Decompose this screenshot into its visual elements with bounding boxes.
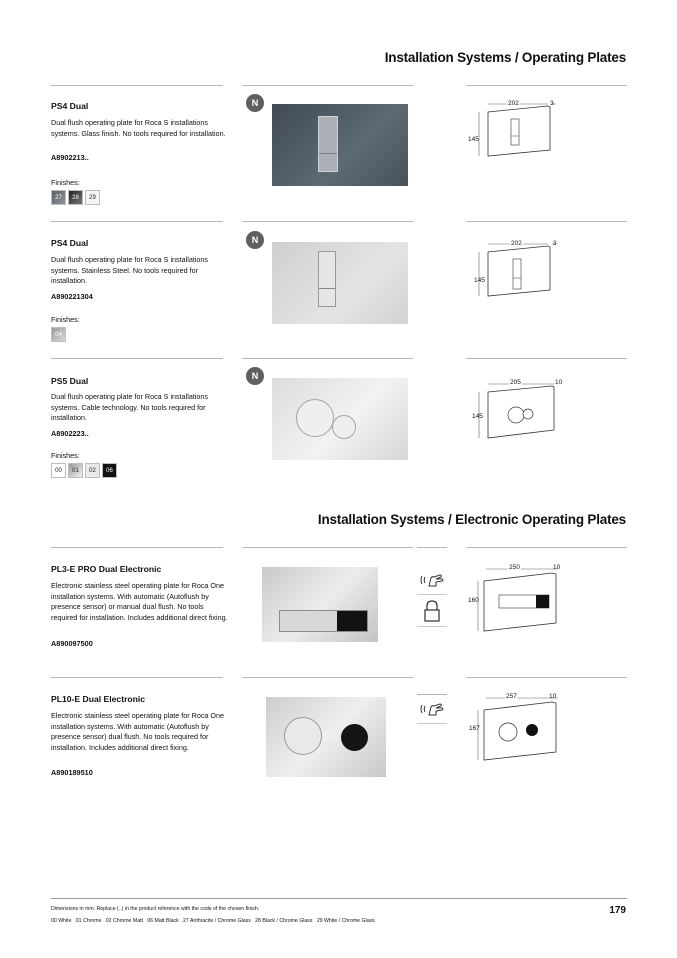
section-title-electronic-plates: Installation Systems / Electronic Operating Plates — [317, 512, 626, 527]
product-code: A890097500 — [51, 639, 93, 648]
finish-swatch[interactable]: 06 — [102, 463, 117, 478]
product-code: A890221304 — [51, 292, 93, 301]
product-image-ps4-steel — [272, 242, 408, 324]
dimension-drawing — [466, 376, 576, 446]
product-code: A8902223.. — [51, 429, 89, 438]
product-name: PL10-E Dual Electronic — [51, 694, 146, 704]
product-description: Electronic stainless steel operating plate for Roca One installation systems. With automatic (Autoflush by presence sensor) or manual dual flush. No tools required for installation. Includes additional direct fixing. — [51, 581, 228, 622]
flush-button-black — [337, 611, 367, 631]
product-image-pl10 — [266, 697, 386, 777]
dimension-drawing — [466, 238, 570, 302]
product-description: Dual flush operating plate for Roca S installations systems. Cable technology. No tools required for installation. — [51, 392, 209, 422]
divider — [466, 547, 627, 548]
dim-width: 205 — [510, 379, 521, 386]
dim-height: 145 — [468, 136, 479, 143]
new-badge: N — [246, 94, 264, 112]
new-badge: N — [246, 231, 264, 249]
finish-swatch[interactable]: 29 — [85, 190, 100, 205]
dim-depth: 10 — [553, 564, 561, 571]
dim-depth: 10 — [549, 693, 557, 700]
finish-swatch[interactable]: 00 — [51, 463, 66, 478]
flush-button-large — [284, 717, 322, 755]
divider — [466, 85, 627, 86]
product-description: Electronic stainless steel operating plate for Roca One installation systems. With automatic (Autoflush by presence sensor) dual flush. No tools required for installation. Includes additional direct fixing. — [51, 711, 224, 752]
product-description: Dual flush operating plate for Roca S installations systems. Glass finish. No tools required for installation. — [51, 118, 226, 138]
flush-button-small — [332, 415, 356, 439]
dim-height: 145 — [474, 277, 485, 284]
product-name: PS4 Dual — [51, 238, 89, 248]
divider — [466, 677, 627, 678]
sensor-hand-icon — [418, 566, 446, 594]
product-description: Dual flush operating plate for Roca S installations systems. Stainless Steel. No tools required for installation. — [51, 255, 209, 285]
product-code: A8902213.. — [51, 153, 89, 162]
dimension-drawing — [466, 98, 570, 162]
dim-height: 145 — [472, 413, 483, 420]
dim-width: 257 — [506, 693, 517, 700]
dim-depth: 10 — [555, 379, 563, 386]
flush-button-bar — [279, 610, 368, 632]
divider — [242, 547, 413, 548]
product-name: PL3-E PRO Dual Electronic — [51, 564, 162, 574]
finish-swatches — [51, 327, 66, 342]
divider — [417, 626, 447, 627]
padlock-icon — [418, 597, 446, 625]
dim-width: 202 — [511, 240, 522, 247]
flush-button-large — [296, 399, 334, 437]
dim-depth: 3 — [550, 100, 554, 107]
product-name: PS5 Dual — [51, 376, 89, 386]
divider — [242, 677, 413, 678]
footer-divider — [51, 898, 627, 899]
divider — [466, 221, 627, 222]
flush-button-black — [341, 724, 368, 751]
finish-swatch[interactable]: 04 — [51, 327, 66, 342]
divider — [466, 358, 627, 359]
divider — [242, 85, 413, 86]
finish-swatch[interactable]: 02 — [85, 463, 100, 478]
finish-swatch[interactable]: 27 — [51, 190, 66, 205]
dim-width: 202 — [508, 100, 519, 107]
product-name: PS4 Dual — [51, 101, 89, 111]
divider — [417, 547, 447, 548]
new-badge: N — [246, 367, 264, 385]
sensor-hand-icon — [418, 695, 446, 723]
divider — [51, 547, 223, 548]
divider — [51, 221, 223, 222]
section-title-operating-plates: Installation Systems / Operating Plates — [384, 50, 626, 65]
finish-swatches — [51, 463, 117, 478]
dim-height: 160 — [468, 597, 479, 604]
finish-legend: 00 White 01 Chrome 02 Chrome Matt 06 Matt Black 27 Anthracite / Chrome Glass 28 Black / Chrome Glass 29 White / Chrome Glass — [51, 918, 375, 924]
product-code: A890189510 — [51, 768, 93, 777]
footer-note: Dimensions in mm. Replace (..) in the product reference with the code of the chosen finish. — [51, 906, 260, 912]
divider — [242, 358, 413, 359]
finishes-label: Finishes: — [51, 178, 80, 187]
dim-depth: 3 — [553, 240, 557, 247]
divider — [51, 358, 223, 359]
product-image-ps4-glass — [272, 104, 408, 186]
finishes-label: Finishes: — [51, 315, 80, 324]
divider — [51, 85, 223, 86]
finishes-label: Finishes: — [51, 451, 80, 460]
dimension-drawing — [466, 690, 580, 768]
dimension-drawing — [466, 561, 580, 639]
flush-button — [318, 251, 336, 307]
page-number: 179 — [609, 905, 626, 916]
dim-height: 167 — [469, 725, 480, 732]
product-image-ps5 — [272, 378, 408, 460]
product-image-pl3 — [262, 567, 378, 642]
finish-swatches — [51, 190, 100, 205]
divider — [51, 677, 223, 678]
finish-swatch[interactable]: 28 — [68, 190, 83, 205]
divider — [417, 723, 447, 724]
divider — [242, 221, 413, 222]
divider — [417, 594, 447, 595]
flush-button — [318, 116, 338, 172]
finish-swatch[interactable]: 01 — [68, 463, 83, 478]
dim-width: 250 — [509, 564, 520, 571]
